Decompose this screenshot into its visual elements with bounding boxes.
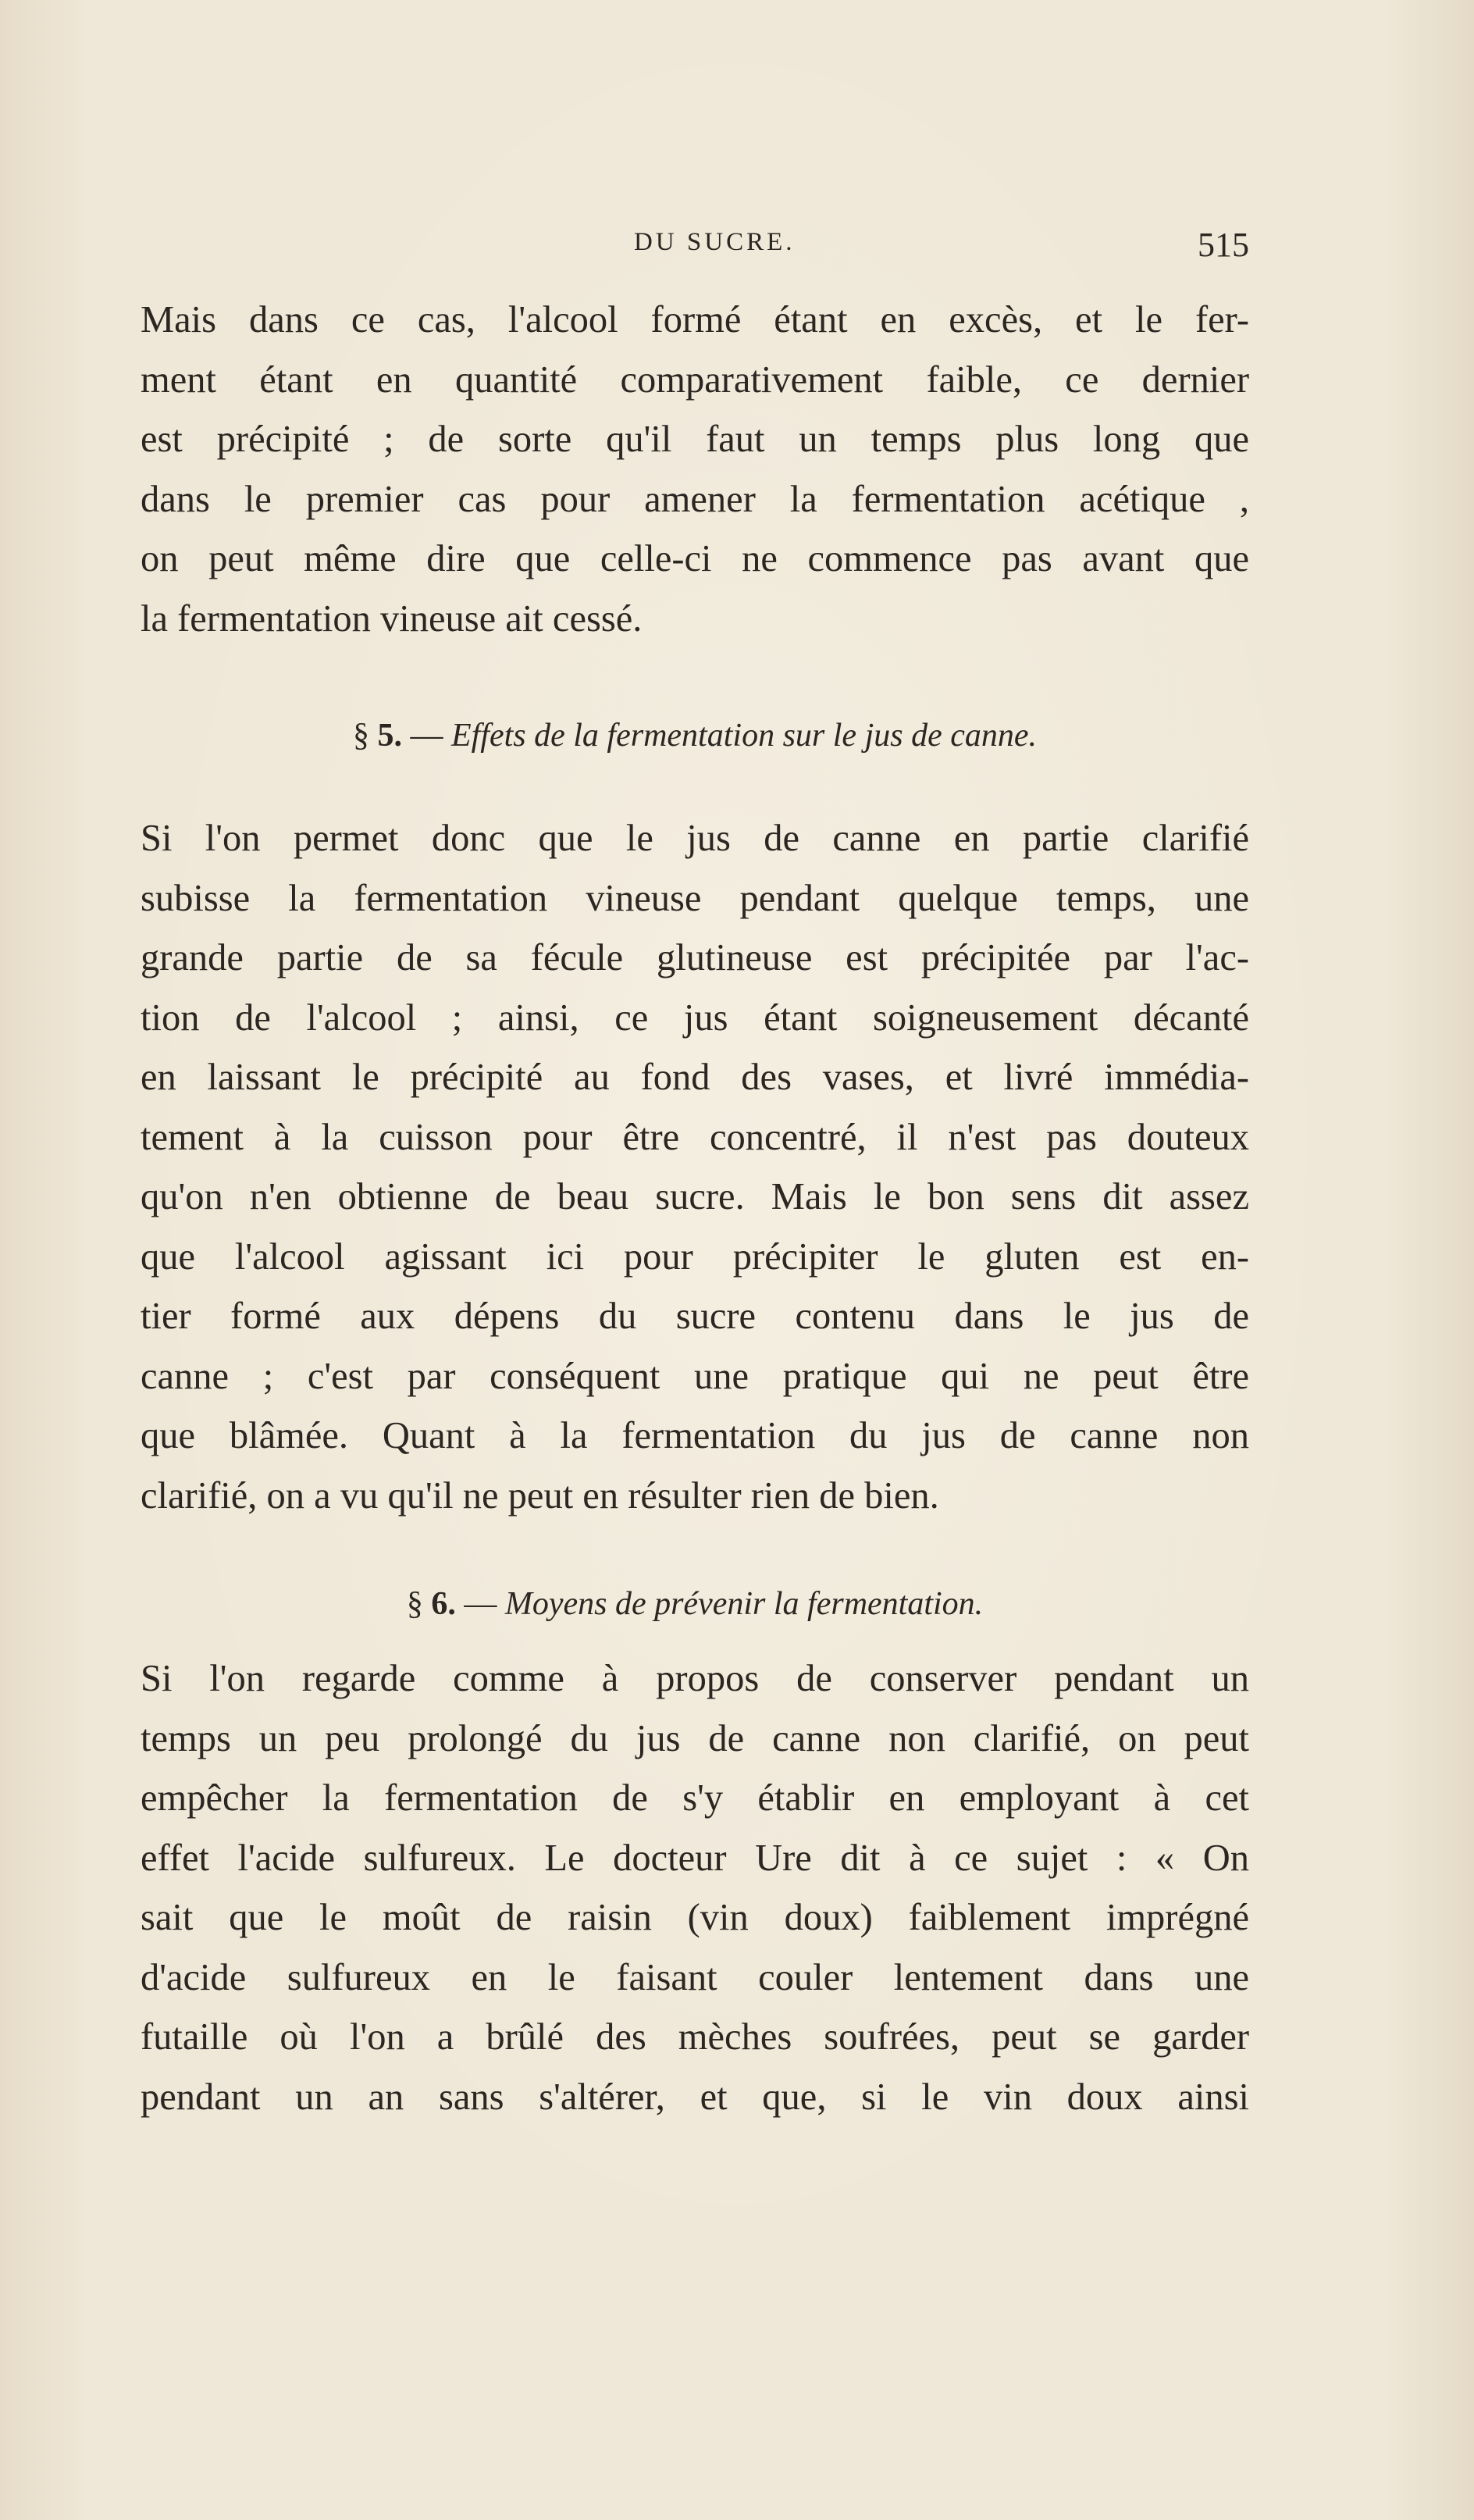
paragraph-2 xyxy=(141,809,1249,1526)
text-line: Mais dans ce cas, l'alcool formé étant en excès, et le fer- xyxy=(141,299,1249,340)
text-line: d'acide sulfureux en le faisant couler lentement dans une xyxy=(141,1956,1249,1998)
text-line: ment étant en quantité comparativement faible, ce dernier xyxy=(141,358,1249,401)
section-number: 6. xyxy=(431,1586,456,1622)
section-sign: § xyxy=(406,1586,423,1622)
section-dash: — xyxy=(410,718,443,754)
text-line: tion de l'alcool ; ainsi, ce jus étant soigneusement décanté xyxy=(141,996,1249,1039)
text-line: Si l'on permet donc que le jus de canne en partie clarifié xyxy=(141,818,1249,859)
text-line: grande partie de sa fécule glutineuse est précipitée par l'ac- xyxy=(141,937,1249,978)
text-line: empêcher la fermentation de s'y établir en employant à cet xyxy=(141,1777,1249,1819)
page-header xyxy=(141,228,1249,275)
text-line: sait que le moût de raisin (vin doux) faiblement imprégné xyxy=(141,1897,1249,1938)
text-line: on peut même dire que celle-ci ne commence pas avant que xyxy=(141,538,1249,579)
section-6-heading xyxy=(141,1585,1249,1623)
text-line: effet l'acide sulfureux. Le docteur Ure dit à ce sujet : « On xyxy=(141,1837,1249,1879)
text-line: dans le premier cas pour amener la fermentation acétique , xyxy=(141,478,1249,520)
text-line: clarifié, on a vu qu'il ne peut en résulter rien de bien. xyxy=(141,1474,939,1517)
text-line: canne ; c'est par conséquent une pratique qui ne peut être xyxy=(141,1355,1249,1397)
section-number: 5. xyxy=(377,718,402,754)
text-line: que l'alcool agissant ici pour précipiter le gluten est en- xyxy=(141,1235,1249,1278)
text-line: est précipité ; de sorte qu'il faut un temps plus long que xyxy=(141,419,1249,460)
text-line: futaille où l'on a brûlé des mèches soufrées, peut se garder xyxy=(141,2016,1249,2058)
section-title-text: Effets de la fermentation sur le jus de canne. xyxy=(450,718,1038,754)
text-line: temps un peu prolongé du jus de canne non clarifié, on peut xyxy=(141,1717,1249,1759)
section-title-text: Moyens de prévenir la fermentation. xyxy=(504,1586,984,1622)
running-title: DU SUCRE. xyxy=(634,228,796,256)
text-line: qu'on n'en obtienne de beau sucre. Mais le bon sens dit assez xyxy=(141,1176,1249,1217)
paragraph-3 xyxy=(141,1649,1249,2127)
page-number: 515 xyxy=(1198,226,1249,264)
text-line: Si l'on regarde comme à propos de conserver pendant un xyxy=(141,1658,1249,1699)
text-line: tier formé aux dépens du sucre contenu dans le jus de xyxy=(141,1296,1249,1337)
text-line: en laissant le précipité au fond des vases, et livré immédia- xyxy=(141,1057,1249,1098)
section-dash: — xyxy=(464,1586,497,1622)
text-line: que blâmée. Quant à la fermentation du jus de canne non xyxy=(141,1415,1249,1456)
section-5-heading xyxy=(141,717,1249,754)
text-line: tement à la cuisson pour être concentré, il n'est pas douteux xyxy=(141,1116,1249,1158)
text-line: subisse la fermentation vineuse pendant quelque temps, une xyxy=(141,877,1249,919)
section-sign: § xyxy=(352,718,369,754)
text-line: pendant un an sans s'altérer, et que, si le vin doux ainsi xyxy=(141,2076,1249,2118)
text-line: la fermentation vineuse ait cessé. xyxy=(141,597,643,640)
paragraph-1 xyxy=(141,290,1249,649)
